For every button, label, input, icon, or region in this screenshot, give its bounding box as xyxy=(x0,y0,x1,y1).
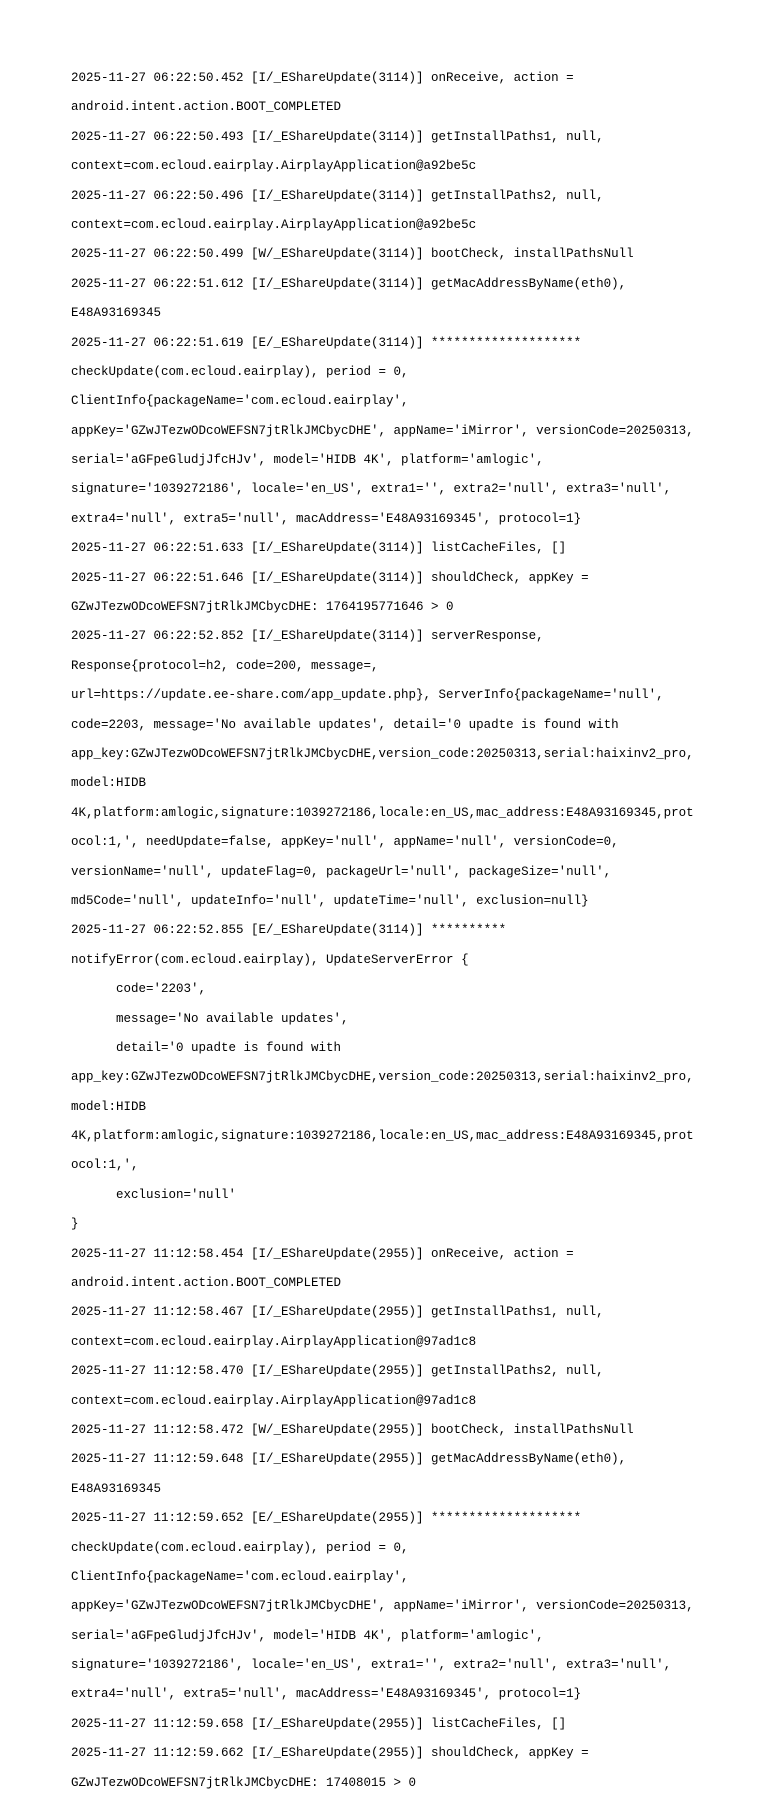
log-line: 2025-11-27 11:12:59.658 [I/_EShareUpdate(2955)] listCacheFiles, [] xyxy=(71,1716,567,1731)
log-line: 4K,platform:amlogic,signature:1039272186,locale:en_US,mac_address:E48A93169345,prot xyxy=(71,1129,694,1144)
log-line: context=com.ecloud.eairplay.AirplayApplication@97ad1c8 xyxy=(71,1393,477,1408)
log-line: GZwJTezwODcoWEFSN7jtRlkJMCbycDHE: 1764195771646 > 0 xyxy=(71,600,454,615)
log-line: extra4='null', extra5='null', macAddress='E48A93169345', protocol=1} xyxy=(71,511,582,526)
log-line: appKey='GZwJTezwODcoWEFSN7jtRlkJMCbycDHE', appName='iMirror', versionCode=20250313, xyxy=(71,1599,694,1614)
log-line: checkUpdate(com.ecloud.eairplay), period = 0, xyxy=(71,364,409,379)
log-line: 2025-11-27 06:22:50.493 [I/_EShareUpdate(3114)] getInstallPaths1, null, xyxy=(71,129,604,144)
log-line: 2025-11-27 11:12:58.472 [W/_EShareUpdate(2955)] bootCheck, installPathsNull xyxy=(71,1422,634,1437)
log-line: android.intent.action.BOOT_COMPLETED xyxy=(71,100,342,115)
log-line: 2025-11-27 11:12:59.652 [E/_EShareUpdate(2955)] ******************** xyxy=(71,1511,582,1526)
log-line: signature='1039272186', locale='en_US', extra1='', extra2='null', extra3='null', xyxy=(71,1658,672,1673)
log-line: 2025-11-27 11:12:58.454 [I/_EShareUpdate(2955)] onReceive, action = xyxy=(71,1246,574,1261)
log-line: 2025-11-27 06:22:51.646 [I/_EShareUpdate(3114)] shouldCheck, appKey = xyxy=(71,570,589,585)
log-line: GZwJTezwODcoWEFSN7jtRlkJMCbycDHE: 17408015 > 0 xyxy=(71,1775,417,1790)
log-line: app_key:GZwJTezwODcoWEFSN7jtRlkJMCbycDHE,version_code:20250313,serial:haixinv2_pro, xyxy=(71,1070,694,1085)
log-line: context=com.ecloud.eairplay.AirplayApplication@97ad1c8 xyxy=(71,1334,477,1349)
log-line: md5Code='null', updateInfo='null', updateTime='null', exclusion=null} xyxy=(71,893,589,908)
log-line: context=com.ecloud.eairplay.AirplayApplication@a92be5c xyxy=(71,217,477,232)
log-line: 2025-11-27 11:12:58.467 [I/_EShareUpdate(2955)] getInstallPaths1, null, xyxy=(71,1305,604,1320)
log-line: message='No available updates', xyxy=(71,1011,349,1026)
log-line: 2025-11-27 06:22:50.499 [W/_EShareUpdate(3114)] bootCheck, installPathsNull xyxy=(71,247,634,262)
log-line: 2025-11-27 11:12:58.470 [I/_EShareUpdate(2955)] getInstallPaths2, null, xyxy=(71,1364,604,1379)
log-line: 2025-11-27 11:12:59.662 [I/_EShareUpdate(2955)] shouldCheck, appKey = xyxy=(71,1746,589,1761)
log-text-block xyxy=(71,71,711,1805)
log-line: checkUpdate(com.ecloud.eairplay), period = 0, xyxy=(71,1540,409,1555)
log-line: ClientInfo{packageName='com.ecloud.eairplay', xyxy=(71,1569,409,1584)
log-line: Response{protocol=h2, code=200, message=, xyxy=(71,658,379,673)
log-line: } xyxy=(71,1217,79,1232)
log-line: appKey='GZwJTezwODcoWEFSN7jtRlkJMCbycDHE', appName='iMirror', versionCode=20250313, xyxy=(71,423,694,438)
log-line: versionName='null', updateFlag=0, packageUrl='null', packageSize='null', xyxy=(71,864,612,879)
log-line: extra4='null', extra5='null', macAddress='E48A93169345', protocol=1} xyxy=(71,1687,582,1702)
log-line: model:HIDB xyxy=(71,1099,147,1114)
log-line: context=com.ecloud.eairplay.AirplayApplication@a92be5c xyxy=(71,159,477,174)
log-line: serial='aGFpeGludjJfcHJv', model='HIDB 4K', platform='amlogic', xyxy=(71,1628,544,1643)
log-line: serial='aGFpeGludjJfcHJv', model='HIDB 4K', platform='amlogic', xyxy=(71,453,544,468)
log-line: signature='1039272186', locale='en_US', extra1='', extra2='null', extra3='null', xyxy=(71,482,672,497)
log-line: 2025-11-27 06:22:50.452 [I/_EShareUpdate(3114)] onReceive, action = xyxy=(71,71,574,85)
log-line: 2025-11-27 06:22:51.619 [E/_EShareUpdate(3114)] ******************** xyxy=(71,335,582,350)
log-line: E48A93169345 xyxy=(71,1481,162,1496)
log-line: E48A93169345 xyxy=(71,306,162,321)
log-line: url=https://update.ee-share.com/app_update.php}, ServerInfo{packageName='null', xyxy=(71,688,664,703)
log-line: 4K,platform:amlogic,signature:1039272186,locale:en_US,mac_address:E48A93169345,prot xyxy=(71,805,694,820)
log-line: 2025-11-27 06:22:50.496 [I/_EShareUpdate(3114)] getInstallPaths2, null, xyxy=(71,188,604,203)
log-line: 2025-11-27 06:22:51.633 [I/_EShareUpdate(3114)] listCacheFiles, [] xyxy=(71,541,567,556)
log-line: code='2203', xyxy=(71,982,207,997)
log-line: ocol:1,', needUpdate=false, appKey='null', appName='null', versionCode=0, xyxy=(71,835,619,850)
log-line: 2025-11-27 06:22:51.612 [I/_EShareUpdate(3114)] getMacAddressByName(eth0), xyxy=(71,276,627,291)
log-line: detail='0 upadte is found with xyxy=(71,1040,342,1055)
log-line: 2025-11-27 11:12:59.648 [I/_EShareUpdate(2955)] getMacAddressByName(eth0), xyxy=(71,1452,627,1467)
log-line: notifyError(com.ecloud.eairplay), UpdateServerError { xyxy=(71,952,469,967)
log-line: ClientInfo{packageName='com.ecloud.eairplay', xyxy=(71,394,409,409)
log-line: exclusion='null' xyxy=(71,1187,237,1202)
log-line: code=2203, message='No available updates', detail='0 upadte is found with xyxy=(71,717,619,732)
log-line: 2025-11-27 06:22:52.855 [E/_EShareUpdate(3114)] ********** xyxy=(71,923,507,938)
log-line: app_key:GZwJTezwODcoWEFSN7jtRlkJMCbycDHE,version_code:20250313,serial:haixinv2_pro, xyxy=(71,746,694,761)
log-line: android.intent.action.BOOT_COMPLETED xyxy=(71,1276,342,1291)
log-line: ocol:1,', xyxy=(71,1158,139,1173)
log-line: model:HIDB xyxy=(71,776,147,791)
log-line: 2025-11-27 06:22:52.852 [I/_EShareUpdate(3114)] serverResponse, xyxy=(71,629,544,644)
